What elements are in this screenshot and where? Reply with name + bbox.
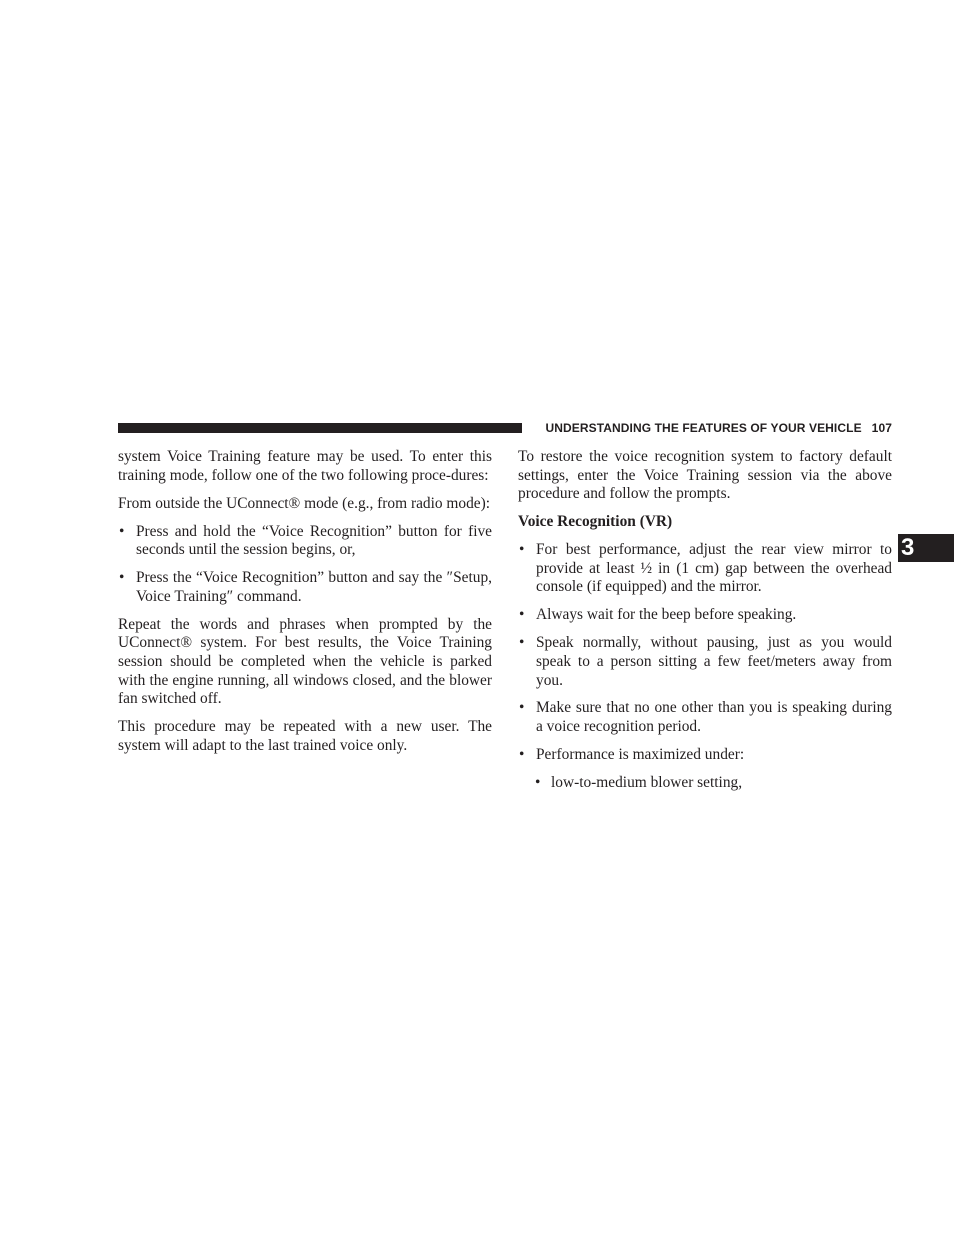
running-header — [532, 420, 892, 436]
bullet-list — [518, 541, 892, 792]
list-item: • Make sure that no one other than you is speaking during a voice recognition period. — [518, 699, 892, 736]
list-item: • Speak normally, without pausing, just as you would speak to a person sitting a few feet/meters away from you. — [518, 634, 892, 690]
list-item: • Press and hold the “Voice Recognition” button for five seconds until the session begins, or, — [118, 523, 492, 560]
section-heading: Voice Recognition (VR) — [518, 513, 673, 531]
left-column — [118, 448, 492, 765]
list-item: • Press the “Voice Recognition” button and say the ″Setup, Voice Training″ command. — [118, 569, 492, 606]
paragraph: Repeat the words and phrases when prompted by the UConnect® system. For best results, the Voice Training session should be completed when the vehicle is parked with the engine running, all windows closed, and the blower fan switched off. — [118, 615, 492, 708]
list-item: • Always wait for the beep before speaking. — [518, 606, 892, 625]
header-rule — [118, 423, 522, 433]
sub-list-item: • low-to-medium blower setting, — [518, 774, 892, 793]
list-item: • Performance is maximized under: — [518, 746, 892, 765]
paragraph: From outside the UConnect® mode (e.g., from radio mode): — [118, 494, 491, 512]
paragraph: This procedure may be repeated with a new user. The system will adapt to the last trained voice only. — [118, 718, 492, 754]
paragraph: To restore the voice recognition system to factory default settings, enter the Voice Training session via the above procedure and follow the prompts. — [518, 448, 892, 503]
section-title: UNDERSTANDING THE FEATURES OF YOUR VEHICLE — [545, 421, 862, 435]
right-column — [518, 448, 892, 802]
page-number: 107 — [871, 421, 892, 435]
bullet-list — [118, 523, 492, 607]
list-item: • For best performance, adjust the rear view mirror to provide at least ½ in (1 cm) gap between the overhead console (if equipped) and the mirror. — [518, 541, 892, 597]
paragraph: system Voice Training feature may be used. To enter this training mode, follow one of the two following proce-dures: — [118, 448, 492, 484]
chapter-tab: 3 — [898, 534, 954, 562]
